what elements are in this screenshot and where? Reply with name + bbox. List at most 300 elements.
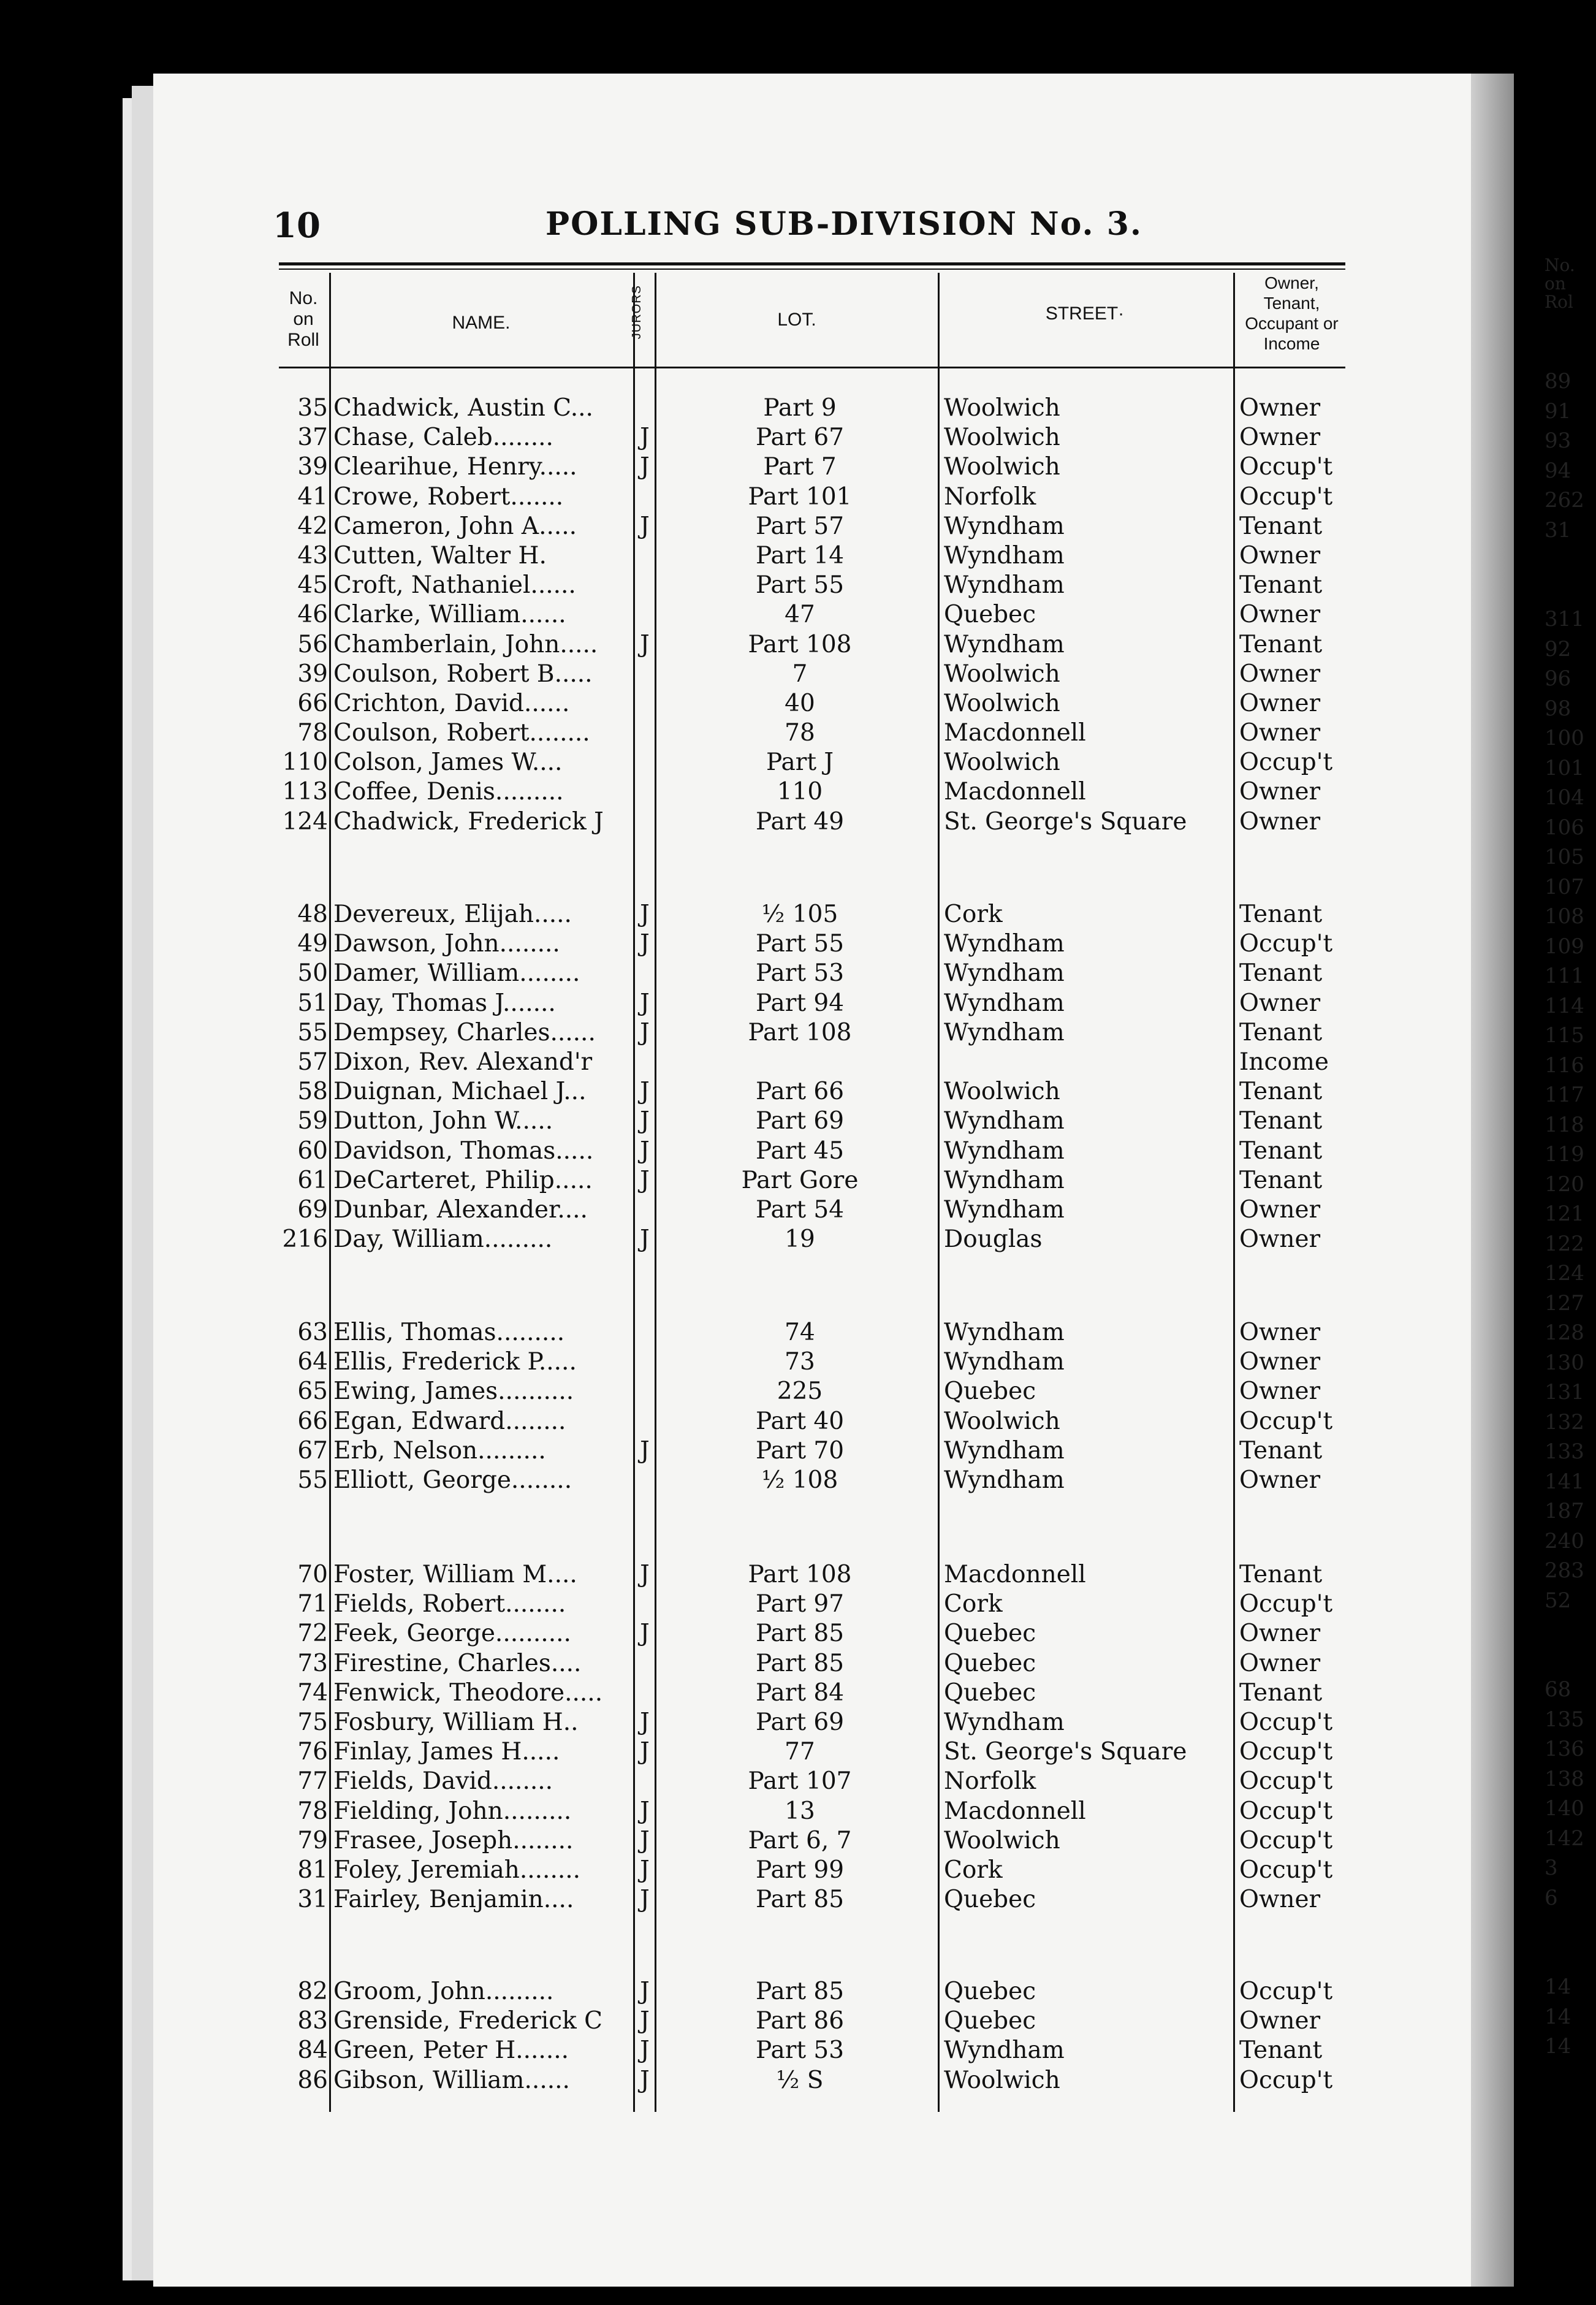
- status-value: Owner: [1239, 394, 1321, 422]
- roll-number: 84: [297, 2036, 328, 2065]
- table-row: [0, 1077, 1596, 1107]
- next-page-number: 124: [1545, 1261, 1584, 1286]
- juror-mark: J: [640, 424, 650, 452]
- roll-number: 45: [297, 571, 328, 600]
- status-value: Tenant: [1239, 1436, 1323, 1465]
- table-row: [0, 748, 1596, 777]
- street-value: Wyndham: [944, 1466, 1065, 1494]
- status-value: Owner: [1239, 541, 1321, 570]
- roll-number: 75: [297, 1708, 328, 1736]
- voter-name: Dutton, John W.....: [333, 1107, 553, 1135]
- street-value: Woolwich: [944, 424, 1060, 452]
- page-title: POLLING SUB-DIVISION No. 3.: [545, 205, 1142, 243]
- status-value: Tenant: [1239, 571, 1323, 600]
- table-row: [0, 1018, 1596, 1048]
- status-value: Owner: [1239, 1466, 1321, 1494]
- status-value: Owner: [1239, 989, 1321, 1017]
- street-value: Wyndham: [944, 959, 1065, 988]
- juror-mark: J: [640, 1708, 650, 1736]
- lot-value: Part J: [766, 749, 834, 777]
- juror-mark: J: [640, 1225, 650, 1254]
- status-value: Tenant: [1239, 959, 1323, 988]
- voter-name: Chadwick, Frederick J: [333, 807, 604, 836]
- street-value: Quebec: [944, 601, 1036, 629]
- voter-name: Clearihue, Henry.....: [333, 453, 577, 481]
- lot-value: 77: [785, 1738, 815, 1766]
- roll-number: 113: [282, 778, 328, 806]
- lot-value: Part 99: [755, 1856, 845, 1884]
- street-value: Woolwich: [944, 660, 1060, 688]
- status-value: Owner: [1239, 1620, 1321, 1648]
- roll-number: 37: [297, 424, 328, 452]
- lot-value: Part 55: [755, 930, 845, 958]
- street-value: Cork: [944, 1856, 1003, 1884]
- next-page-number: 105: [1545, 845, 1584, 869]
- col-head-street: STREET·: [1045, 303, 1125, 324]
- lot-value: Part 85: [755, 1620, 845, 1648]
- voter-name: Chadwick, Austin C...: [333, 394, 593, 422]
- street-value: Wyndham: [944, 1319, 1065, 1346]
- street-value: Quebec: [944, 1978, 1036, 2005]
- next-page-number: 283: [1545, 1558, 1584, 1583]
- voter-name: Coulson, Robert B.....: [333, 660, 593, 688]
- roll-group: [0, 1560, 1596, 1914]
- status-value: Tenant: [1239, 1561, 1323, 1588]
- voter-name: Foster, William M....: [333, 1561, 577, 1588]
- street-value: Macdonnell: [944, 1561, 1086, 1588]
- lot-value: Part 67: [755, 424, 845, 452]
- roll-number: 46: [297, 601, 328, 629]
- next-page-number: 311: [1545, 607, 1584, 631]
- street-value: Cork: [944, 1590, 1003, 1618]
- juror-mark: J: [640, 989, 650, 1017]
- next-page-number: 98: [1545, 696, 1571, 721]
- juror-mark: J: [640, 1107, 650, 1135]
- lot-value: Part 107: [748, 1767, 852, 1796]
- table-row: [0, 600, 1596, 630]
- next-page-header: No. on Rol: [1545, 255, 1575, 312]
- next-page-number: 136: [1545, 1737, 1584, 1761]
- street-value: Wyndham: [944, 571, 1065, 600]
- street-value: Macdonnell: [944, 1797, 1086, 1825]
- voter-name: Dixon, Rev. Alexand'r: [333, 1048, 593, 1076]
- voter-name: Egan, Edward........: [333, 1407, 566, 1435]
- next-page-number: 131: [1545, 1380, 1584, 1404]
- street-value: Quebec: [944, 1620, 1036, 1648]
- col-head-no: No. on Roll: [287, 288, 319, 350]
- table-row: [0, 2036, 1596, 2065]
- roll-number: 69: [297, 1195, 328, 1224]
- table-row: [0, 452, 1596, 482]
- voter-name: Gibson, William......: [333, 2066, 570, 2094]
- status-value: Owner: [1239, 424, 1321, 452]
- next-page-number: 94: [1545, 458, 1571, 483]
- roll-group: [0, 900, 1596, 1254]
- status-value: Owner: [1239, 1195, 1321, 1224]
- roll-number: 57: [297, 1048, 328, 1076]
- voter-name: Dempsey, Charles......: [333, 1018, 596, 1046]
- street-value: Norfolk: [944, 1767, 1036, 1796]
- lot-value: 225: [777, 1377, 823, 1406]
- roll-group: [0, 1977, 1596, 2095]
- status-value: Tenant: [1239, 1078, 1323, 1106]
- voter-name: Ellis, Thomas.........: [333, 1319, 565, 1346]
- voter-name: Ellis, Frederick P.....: [333, 1348, 577, 1376]
- roll-number: 81: [297, 1856, 328, 1884]
- lot-value: ½ 108: [761, 1466, 838, 1494]
- lot-value: Part 101: [748, 482, 852, 511]
- roll-number: 59: [297, 1107, 328, 1135]
- next-page-number: 31: [1545, 517, 1571, 543]
- lot-value: Part 108: [748, 1561, 852, 1588]
- lot-value: Part 9: [763, 394, 837, 422]
- street-value: Wyndham: [944, 989, 1065, 1017]
- status-value: Owner: [1239, 660, 1321, 688]
- juror-mark: J: [640, 1620, 650, 1648]
- lot-value: Part 97: [755, 1590, 845, 1618]
- lot-value: Part 108: [748, 630, 852, 658]
- status-value: Occup't: [1239, 1978, 1333, 2005]
- voter-name: Dawson, John........: [333, 930, 560, 958]
- roll-number: 71: [297, 1590, 328, 1618]
- voter-name: Day, Thomas J.......: [333, 989, 556, 1017]
- status-value: Occup't: [1239, 1738, 1333, 1766]
- status-value: Occup't: [1239, 1797, 1333, 1825]
- status-value: Occup't: [1239, 482, 1333, 511]
- roll-number: 77: [297, 1767, 328, 1796]
- lot-value: 78: [785, 719, 815, 747]
- status-value: Tenant: [1239, 2036, 1323, 2065]
- roll-number: 86: [297, 2066, 328, 2094]
- status-value: Owner: [1239, 2007, 1321, 2035]
- table-row: [0, 1826, 1596, 1856]
- status-value: Tenant: [1239, 1137, 1323, 1165]
- next-page-number: 108: [1545, 904, 1584, 929]
- status-value: Occup't: [1239, 930, 1333, 958]
- next-page-number: 3: [1545, 1856, 1558, 1880]
- roll-number: 78: [297, 1797, 328, 1825]
- next-page-number: 14: [1545, 1975, 1571, 1999]
- lot-value: ½ 105: [761, 901, 838, 928]
- voter-name: Frasee, Joseph........: [333, 1826, 574, 1854]
- table-row: [0, 689, 1596, 718]
- table-row: [0, 1977, 1596, 2006]
- street-value: Wyndham: [944, 1018, 1065, 1046]
- street-value: Quebec: [944, 1377, 1036, 1406]
- street-value: Woolwich: [944, 394, 1060, 422]
- voter-name: Coulson, Robert........: [333, 719, 590, 747]
- juror-mark: J: [640, 1166, 650, 1194]
- table-row: [0, 929, 1596, 959]
- page-number: 10: [273, 205, 321, 246]
- lot-value: Part 14: [755, 541, 845, 570]
- voter-name: Davidson, Thomas.....: [333, 1137, 594, 1165]
- status-value: Occup't: [1239, 1856, 1333, 1884]
- street-value: St. George's Square: [944, 1738, 1187, 1766]
- voter-name: Coffee, Denis.........: [333, 778, 564, 806]
- juror-mark: J: [640, 1137, 650, 1165]
- roll-number: 50: [297, 959, 328, 988]
- next-page-number: 119: [1545, 1142, 1584, 1167]
- roll-number: 83: [297, 2007, 328, 2035]
- voter-name: Cameron, John A.....: [333, 512, 577, 540]
- roll-number: 78: [297, 719, 328, 747]
- next-page-number: 187: [1545, 1499, 1584, 1523]
- table-row: [0, 1797, 1596, 1826]
- roll-number: 55: [297, 1466, 328, 1494]
- next-page-number: 114: [1545, 993, 1584, 1018]
- voter-name: Clarke, William......: [333, 601, 566, 629]
- lot-value: Part 69: [755, 1107, 845, 1135]
- voter-name: Crichton, David......: [333, 689, 570, 717]
- street-value: Quebec: [944, 2007, 1036, 2035]
- status-value: Occup't: [1239, 2066, 1333, 2094]
- next-page-number: 135: [1545, 1707, 1584, 1732]
- roll-number: 35: [297, 394, 328, 422]
- voter-name: Duignan, Michael J...: [333, 1078, 587, 1106]
- street-value: Woolwich: [944, 2066, 1060, 2094]
- table-row: [0, 2066, 1596, 2095]
- juror-mark: J: [640, 1978, 650, 2005]
- roll-number: 64: [297, 1348, 328, 1376]
- roll-number: 63: [297, 1319, 328, 1346]
- next-page-number: 132: [1545, 1409, 1584, 1434]
- juror-mark: J: [640, 630, 650, 658]
- next-page-number: 101: [1545, 755, 1584, 780]
- roll-number: 70: [297, 1561, 328, 1588]
- lot-value: Part 57: [755, 512, 845, 540]
- roll-number: 74: [297, 1678, 328, 1707]
- juror-mark: J: [640, 453, 650, 481]
- roll-number: 79: [297, 1826, 328, 1854]
- lot-value: Part 69: [755, 1708, 845, 1736]
- voter-name: Chase, Caleb........: [333, 424, 553, 452]
- voter-name: Colson, James W....: [333, 749, 563, 777]
- next-page-number: 52: [1545, 1588, 1571, 1613]
- table-row: [0, 1649, 1596, 1678]
- street-value: Wyndham: [944, 630, 1065, 658]
- next-page-number: 142: [1545, 1826, 1584, 1851]
- voter-name: Fields, Robert........: [333, 1590, 566, 1618]
- roll-number: 39: [297, 453, 328, 481]
- table-row: [0, 959, 1596, 988]
- table-row: [0, 1048, 1596, 1077]
- juror-mark: J: [640, 1856, 650, 1884]
- next-page-number: 133: [1545, 1439, 1584, 1464]
- table-row: [0, 1407, 1596, 1436]
- juror-mark: J: [640, 1436, 650, 1465]
- roll-number: 66: [297, 1407, 328, 1435]
- col-head-name: NAME.: [452, 313, 511, 333]
- street-value: Macdonnell: [944, 778, 1086, 806]
- status-value: Occup't: [1239, 1708, 1333, 1736]
- table-row: [0, 630, 1596, 660]
- lot-value: Part 86: [755, 2007, 845, 2035]
- lot-value: Part 54: [755, 1195, 845, 1224]
- street-value: Wyndham: [944, 930, 1065, 958]
- table-row: [0, 1767, 1596, 1796]
- next-page-number: 240: [1545, 1528, 1584, 1553]
- lot-value: Part 40: [755, 1407, 845, 1435]
- roll-number: 216: [282, 1225, 328, 1254]
- voter-name: Dunbar, Alexander....: [333, 1195, 588, 1224]
- next-page-number: 118: [1545, 1112, 1584, 1137]
- next-page-number: 121: [1545, 1202, 1584, 1226]
- roll-number: 66: [297, 689, 328, 717]
- table-row: [0, 1195, 1596, 1225]
- status-value: Occup't: [1239, 749, 1333, 777]
- col-head-owner: Owner, Tenant, Occupant or Income: [1245, 273, 1339, 353]
- voter-name: Green, Peter H.......: [333, 2036, 569, 2065]
- lot-value: 47: [785, 601, 815, 629]
- juror-mark: J: [640, 930, 650, 958]
- col-head-lot: LOT.: [777, 310, 816, 330]
- table-row: [0, 660, 1596, 689]
- juror-mark: J: [640, 901, 650, 928]
- status-value: Tenant: [1239, 1018, 1323, 1046]
- next-page-number: 100: [1545, 726, 1584, 750]
- table-row: [0, 900, 1596, 929]
- roll-number: 73: [297, 1649, 328, 1677]
- table-row: [0, 1137, 1596, 1166]
- lot-value: Part 108: [748, 1018, 852, 1046]
- table-row: [0, 1377, 1596, 1406]
- lot-value: Part 7: [763, 453, 837, 481]
- next-page-number: 117: [1545, 1083, 1584, 1107]
- table-row: [0, 1678, 1596, 1708]
- status-value: Owner: [1239, 1319, 1321, 1346]
- next-page-number: 130: [1545, 1350, 1584, 1375]
- next-page-number: 96: [1545, 666, 1571, 691]
- voter-name: DeCarteret, Philip.....: [333, 1166, 593, 1194]
- next-page-number: 262: [1545, 488, 1584, 512]
- lot-value: Part 53: [755, 2036, 845, 2065]
- street-value: Wyndham: [944, 2036, 1065, 2065]
- table-row: [0, 1708, 1596, 1737]
- street-value: Wyndham: [944, 1348, 1065, 1376]
- street-value: Quebec: [944, 1886, 1036, 1914]
- status-value: Occup't: [1239, 1826, 1333, 1854]
- roll-number: 60: [297, 1137, 328, 1165]
- table-row: [0, 1225, 1596, 1254]
- roll-number: 55: [297, 1018, 328, 1046]
- juror-mark: J: [640, 1886, 650, 1914]
- status-value: Owner: [1239, 1649, 1321, 1677]
- status-value: Income: [1239, 1048, 1329, 1076]
- col-head-jurors: JURORS: [630, 285, 644, 340]
- table-row: [0, 989, 1596, 1018]
- table-row: [0, 777, 1596, 807]
- table-row: [0, 1856, 1596, 1885]
- roll-number: 65: [297, 1377, 328, 1406]
- table-row: [0, 423, 1596, 452]
- roll-number: 82: [297, 1978, 328, 2005]
- table-row: [0, 1619, 1596, 1648]
- next-page-number: 140: [1545, 1796, 1584, 1821]
- roll-number: 72: [297, 1620, 328, 1648]
- voter-name: Erb, Nelson.........: [333, 1436, 546, 1465]
- street-value: Wyndham: [944, 1708, 1065, 1736]
- status-value: Occup't: [1239, 1767, 1333, 1796]
- roll-number: 48: [297, 901, 328, 928]
- next-page-number: 107: [1545, 874, 1584, 899]
- juror-mark: J: [640, 1561, 650, 1588]
- street-value: Wyndham: [944, 1137, 1065, 1165]
- table-row: [0, 1347, 1596, 1377]
- next-page-number: 116: [1545, 1053, 1584, 1078]
- next-page-number: 91: [1545, 398, 1571, 424]
- voter-name: Groom, John.........: [333, 1978, 554, 2005]
- next-page-number: 138: [1545, 1766, 1584, 1791]
- lot-value: Part 66: [755, 1078, 845, 1106]
- street-value: Woolwich: [944, 453, 1060, 481]
- next-page-number: 93: [1545, 429, 1571, 453]
- status-value: Owner: [1239, 601, 1321, 629]
- street-value: Woolwich: [944, 1407, 1060, 1435]
- status-value: Owner: [1239, 778, 1321, 806]
- lot-value: ½ S: [776, 2066, 824, 2094]
- lot-value: Part 70: [755, 1436, 845, 1465]
- roll-number: 51: [297, 989, 328, 1017]
- next-page-number: 14: [1545, 2004, 1571, 2029]
- status-value: Tenant: [1239, 901, 1323, 928]
- voter-name: Fosbury, William H..: [333, 1708, 579, 1736]
- next-page-number: 127: [1545, 1290, 1584, 1316]
- next-page-number: 141: [1545, 1469, 1584, 1494]
- voter-name: Fairley, Benjamin....: [333, 1886, 574, 1914]
- street-value: Wyndham: [944, 1195, 1065, 1224]
- next-page-number: 120: [1545, 1172, 1584, 1197]
- next-page-number: 111: [1545, 964, 1584, 988]
- street-value: Douglas: [944, 1225, 1043, 1254]
- street-value: Woolwich: [944, 1078, 1060, 1106]
- table-row: [0, 1166, 1596, 1195]
- juror-mark: J: [640, 1738, 650, 1766]
- roll-number: 124: [282, 807, 328, 836]
- roll-number: 41: [297, 482, 328, 511]
- voter-name: Finlay, James H.....: [333, 1738, 560, 1766]
- street-value: Wyndham: [944, 512, 1065, 540]
- street-value: Woolwich: [944, 689, 1060, 717]
- table-row: [0, 1466, 1596, 1495]
- lot-value: Part 85: [755, 1886, 845, 1914]
- status-value: Occup't: [1239, 453, 1333, 481]
- status-value: Owner: [1239, 1348, 1321, 1376]
- next-page-number: 92: [1545, 636, 1571, 661]
- table-row: [0, 1885, 1596, 1914]
- voter-name: Elliott, George........: [333, 1466, 572, 1494]
- next-page-number: 128: [1545, 1320, 1584, 1345]
- lot-value: Part 55: [755, 571, 845, 600]
- roll-number: 76: [297, 1738, 328, 1766]
- table-row: [0, 1560, 1596, 1590]
- lot-value: 13: [785, 1797, 815, 1825]
- next-page-number: 109: [1545, 934, 1584, 959]
- table-row: [0, 394, 1596, 423]
- voter-name: Chamberlain, John.....: [333, 630, 598, 658]
- status-value: Owner: [1239, 1377, 1321, 1406]
- juror-mark: J: [640, 1078, 650, 1106]
- juror-mark: J: [640, 1797, 650, 1825]
- street-value: Cork: [944, 901, 1003, 928]
- lot-value: 110: [777, 778, 823, 806]
- next-page-number: 14: [1545, 2034, 1571, 2059]
- table-row: [0, 482, 1596, 512]
- status-value: Occup't: [1239, 1590, 1333, 1618]
- status-value: Owner: [1239, 1886, 1321, 1914]
- lot-value: Part 6, 7: [748, 1826, 852, 1854]
- status-value: Owner: [1239, 1225, 1321, 1254]
